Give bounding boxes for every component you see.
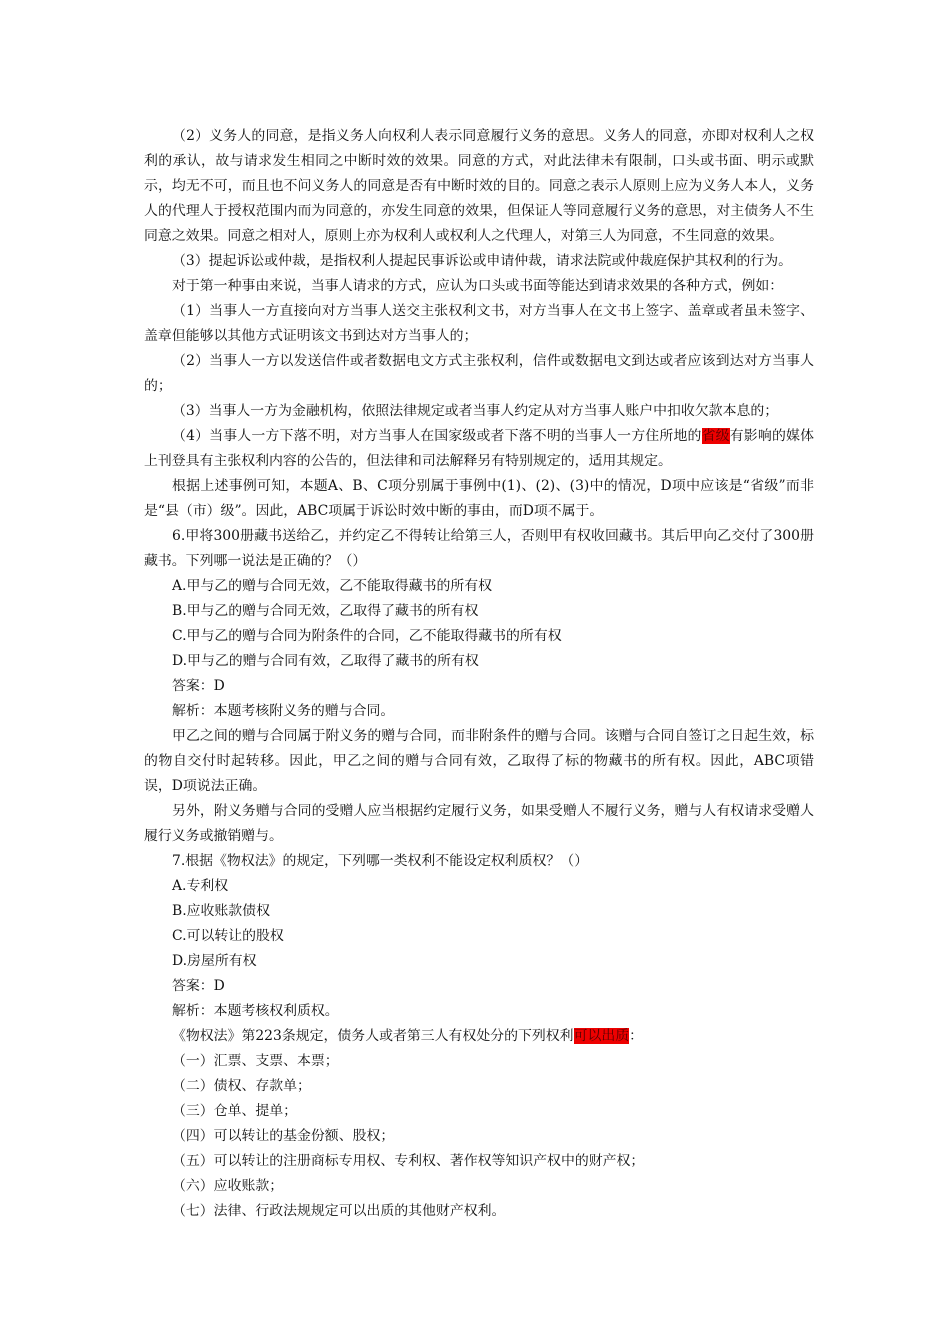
- q6-explanation-2: 另外，附义务赠与合同的受赠人应当根据约定履行义务，如果受赠人不履行义务，赠与人有权请求受赠人履行义务或撤销赠与。: [144, 803, 814, 844]
- q7-option-c: C.可以转让的股权: [172, 928, 284, 944]
- law-item-1: （一）汇票、支票、本票；: [172, 1053, 339, 1069]
- q7-answer: 答案：D: [172, 978, 225, 994]
- law-text-after: ：: [629, 1028, 644, 1044]
- example-4-text-before: （4）当事人一方下落不明，对方当事人在国家级或者下落不明的当事人一方住所地的: [172, 428, 702, 444]
- q6-option-b: B.甲与乙的赠与合同无效，乙取得了藏书的所有权: [172, 603, 479, 619]
- q7-option-b: B.应收账款债权: [172, 903, 270, 919]
- q7-analysis: 解析：本题考核权利质权。: [172, 1003, 339, 1019]
- law-item-2: （二）债权、存款单；: [172, 1078, 311, 1094]
- paragraph-example-2: （2）当事人一方以发送信件或者数据电文方式主张权利，信件或数据电文到达或者应该到达对方当事人的；: [144, 353, 814, 394]
- law-item-5: （五）可以转让的注册商标专用权、专利权、著作权等知识产权中的财产权；: [172, 1153, 645, 1169]
- q6-option-d: D.甲与乙的赠与合同有效，乙取得了藏书的所有权: [172, 653, 479, 669]
- paragraph-consent: （2）义务人的同意，是指义务人向权利人表示同意履行义务的意思。义务人的同意，亦即对权利人之权利的承认，故与请求发生相同之中断时效的效果。同意的方式，对此法律未有限制，口头或书面、明示或默示，均无不可，而且也不问义务人的同意是否有中断时效的目的。同意之表示人原则上应为义务人本人，义务人的代理人于授权范围内而为同意的，亦发生同意的效果，但保证人等同意履行义务的意思，对主债务人不生同意之效果。同意之相对人，原则上亦为权利人或权利人之代理人，对第三人为同意，不生同意的效果。: [144, 128, 814, 244]
- q7-option-d: D.房屋所有权: [172, 953, 257, 969]
- paragraph-example-3: （3）当事人一方为金融机构，依照法律规定或者当事人约定从对方当事人账户中扣收欠款本息的；: [172, 403, 779, 419]
- q6-explanation-1: 甲乙之间的赠与合同属于附义务的赠与合同，而非附条件的赠与合同。该赠与合同自签订之日起生效，标的物自交付时起转移。因此，甲乙之间的赠与合同有效，乙取得了标的物藏书的所有权。因此，ABC项错误，D项说法正确。: [144, 728, 814, 794]
- paragraph-litigation: （3）提起诉讼或仲裁，是指权利人提起民事诉讼或申请仲裁，请求法院或仲裁庭保护其权利的行为。: [172, 253, 793, 269]
- q6-answer: 答案：D: [172, 678, 225, 694]
- highlight-provincial-level: 省级: [701, 428, 730, 444]
- law-text-before: 《物权法》第223条规定，债务人或者第三人有权处分的下列权利: [172, 1028, 574, 1044]
- paragraph-example-4: [144, 424, 814, 474]
- q6-analysis: 解析：本题考核附义务的赠与合同。: [172, 703, 395, 719]
- highlight-can-be-pledged: 可以出质: [573, 1028, 630, 1044]
- document-page: [144, 124, 814, 1224]
- example-4-text-after: 有影响的媒体上刊登具有主张权利内容的公告的，但法律和司法解释另有特别规定的，适用其规定。: [144, 428, 814, 469]
- paragraph-conclusion: 根据上述事例可知，本题A、B、C项分别属于事例中(1)、(2)、(3)中的情况，D项中应该是“省级”而非是“县（市）级”。因此，ABC项属于诉讼时效中断的事由，而D项不属于。: [144, 478, 814, 519]
- q7-law-citation: [144, 1024, 814, 1049]
- law-item-4: （四）可以转让的基金份额、股权；: [172, 1128, 395, 1144]
- law-item-3: （三）仓单、提单；: [172, 1103, 298, 1119]
- q6-option-c: C.甲与乙的赠与合同为附条件的合同，乙不能取得藏书的所有权: [172, 628, 562, 644]
- question-6: 6.甲将300册藏书送给乙，并约定乙不得转让给第三人，否则甲有权收回藏书。其后甲向乙交付了300册藏书。下列哪一说法是正确的？（）: [144, 528, 814, 569]
- q6-option-a: A.甲与乙的赠与合同无效，乙不能取得藏书的所有权: [172, 578, 493, 594]
- law-item-7: （七）法律、行政法规规定可以出质的其他财产权利。: [172, 1203, 506, 1219]
- question-7: 7.根据《物权法》的规定，下列哪一类权利不能设定权利质权？（）: [172, 853, 589, 869]
- paragraph-example-1: （1）当事人一方直接向对方当事人送交主张权利文书，对方当事人在文书上签字、盖章或者虽未签字、盖章但能够以其他方式证明该文书到达对方当事人的；: [144, 303, 814, 344]
- q7-option-a: A.专利权: [172, 878, 229, 894]
- paragraph-request-methods: 对于第一种事由来说，当事人请求的方式，应认为口头或书面等能达到请求效果的各种方式，例如：: [172, 278, 784, 294]
- law-item-6: （六）应收账款；: [172, 1178, 284, 1194]
